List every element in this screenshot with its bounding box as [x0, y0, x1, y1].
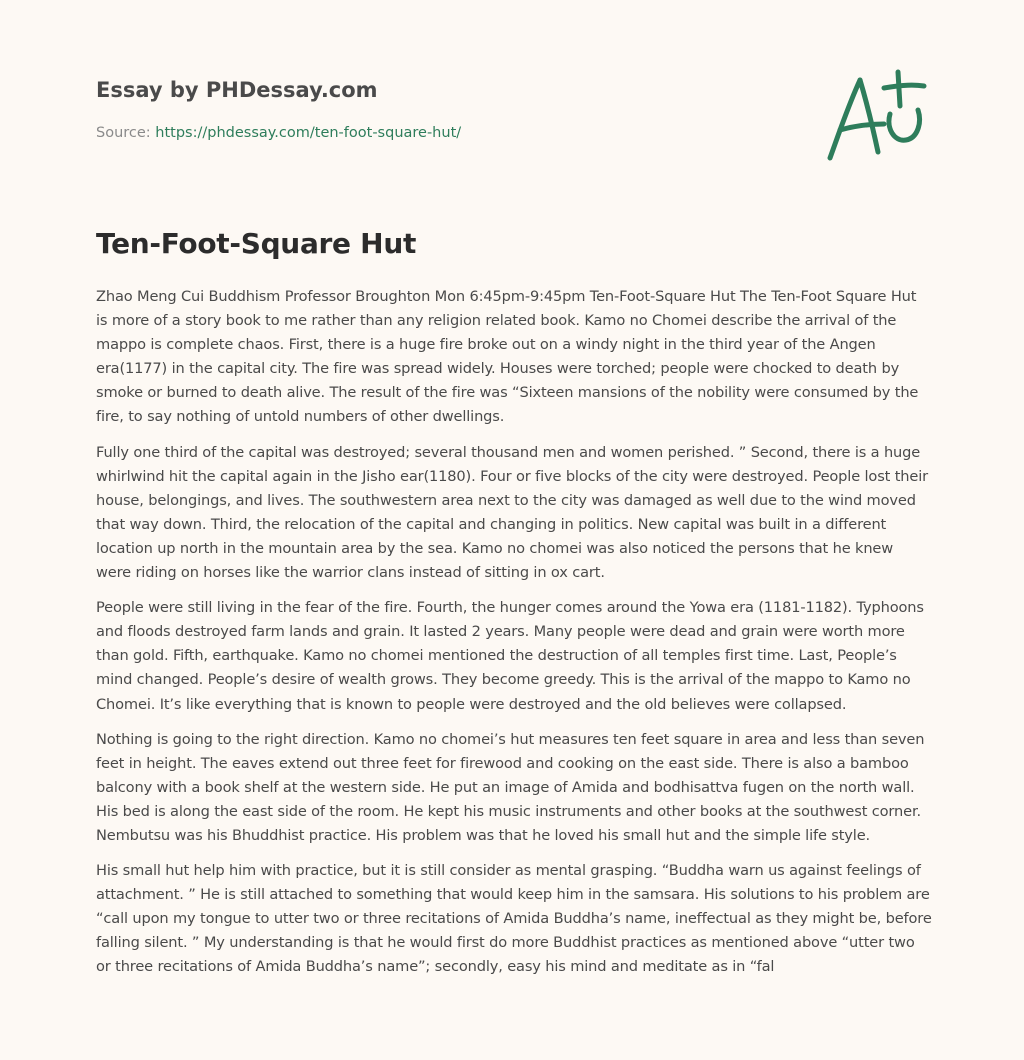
article-body [96, 285, 932, 991]
source-link[interactable]: https://phdessay.com/ten-foot-square-hut/ [155, 125, 462, 141]
paragraph: His small hut help him with practice, but it is still consider as mental grasping. “Buddha warn us against feelings of attachment. ” He is still attached to something that would keep him in the samsara. His solutions to his problem are “call upon my tongue to utter two or three recitations of Amida Buddha’s name, ineffectual as they might be, before falling silent. ” My understanding is that he would first do more Buddhist practices as mentioned above “utter two or three recitations of Amida Buddha’s name”; secondly, easy his mind and meditate as in “fal [96, 862, 932, 976]
source-line [96, 123, 928, 143]
paragraph: Nothing is going to the right direction. Kamo no chomei’s hut measures ten feet square in area and less than seven feet in height. The eaves extend out three feet for firewood and cooking on the east side. There is also a bamboo balcony with a book shelf at the western side. He put an image of Amida and bodhisattva fugen on the north wall. His bed is along the east side of the room. He kept his music instruments and other books at the southwest corner. Nembutsu was his Bhuddhist practice. His problem was that he loved his small hut and the simple life style. [96, 730, 925, 844]
page-title: Ten-Foot-Square Hut [96, 227, 417, 260]
site-title: Essay by PHDessay.com [96, 78, 378, 102]
paragraph: Fully one third of the capital was destroyed; several thousand men and women perished. ” Second, there is a huge whirlwind hit the capital again in the Jisho ear(1180). Four or five blocks of the city were destroyed. People lost their house, belongings, and lives. The southwestern area next to the city was damaged as well due to the wind moved that way down. Third, the relocation of the capital and changing in politics. New capital was built in a different location up north in the mountain area by the sea. Kamo no chomei was also noticed the persons that he knew were riding on horses like the warrior clans instead of sitting in ox cart. [96, 443, 928, 582]
header [96, 76, 928, 143]
a-plus-logo-icon [820, 66, 930, 166]
source-label: Source: [96, 125, 151, 141]
paragraph: Zhao Meng Cui Buddhism Professor Broughton Mon 6:45pm-9:45pm Ten-Foot-Square Hut The Ten-Foot Square Hut is more of a story book to me rather than any religion related book. Kamo no Chomei describe the arrival of the mappo is complete chaos. First, there is a huge fire broke out on a windy night in the third year of the Angen era(1177) in the capital city. The fire was spread widely. Houses were torched; people were chocked to death by smoke or burned to death alive. The result of the fire was “Sixteen mansions of the nobility were consumed by the fire, to say nothing of untold numbers of other dwellings. [96, 288, 919, 426]
paragraph: People were still living in the fear of the fire. Fourth, the hunger comes around the Yowa era (1181-1182). Typhoons and floods destroyed farm lands and grain. It lasted 2 years. Many people were dead and grain were worth more than gold. Fifth, earthquake. Kamo no chomei mentioned the destruction of all temples first time. Last, People’s mind changed. People’s desire of wealth grows. They become greedy. This is the arrival of the mappo to Kamo no Chomei. It’s like everything that is known to people were destroyed and the old believes were collapsed. [96, 599, 924, 713]
